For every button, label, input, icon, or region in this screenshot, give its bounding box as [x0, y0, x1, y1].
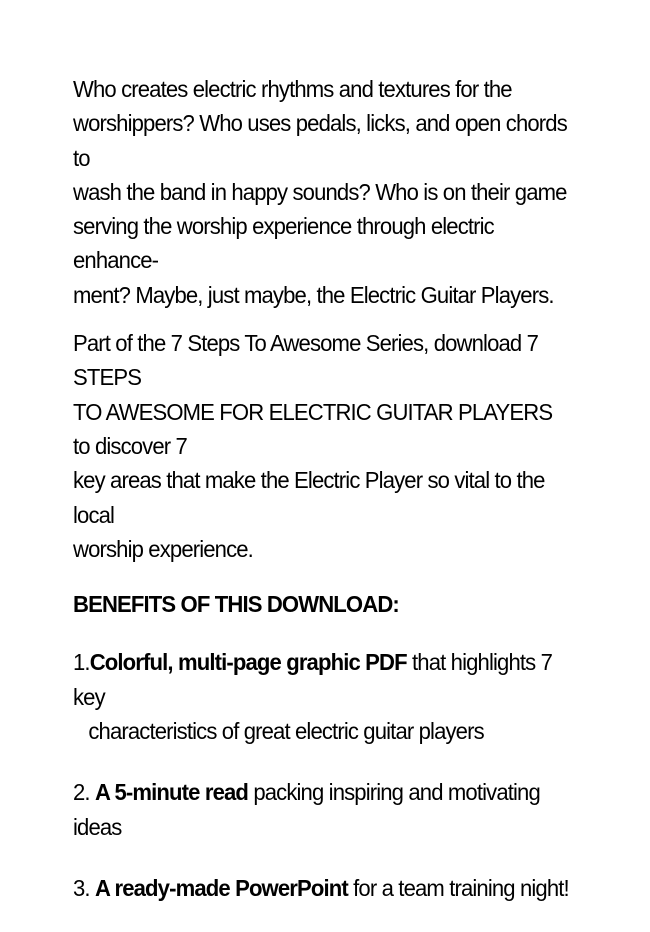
benefit-number: 1.	[73, 649, 90, 676]
intro-line: Who creates electric rhythms and textures for the	[73, 76, 512, 102]
series-line: worship experience.	[73, 535, 253, 562]
benefit-item-3	[73, 871, 572, 905]
intro-line: wash the band in happy sounds? Who is on their game	[73, 178, 567, 205]
benefit-continuation: characteristics of great electric guitar players	[88, 718, 484, 745]
benefit-text: for a team training night!	[347, 874, 569, 901]
series-line: Part of the 7 Steps To Awesome Series, download 7 STEPS	[73, 330, 538, 391]
benefit-item-2	[73, 775, 572, 844]
intro-line: ment? Maybe, just maybe, the Electric Guitar Players.	[73, 281, 554, 308]
benefit-highlight: A ready-made PowerPoint	[94, 874, 348, 901]
benefit-number: 2.	[73, 779, 95, 806]
benefit-text: packing inspiring and motivating ideas	[73, 779, 540, 840]
benefits-heading: BENEFITS OF THIS DOWNLOAD:	[73, 591, 399, 618]
benefit-number: 3.	[73, 874, 95, 901]
benefit-highlight: Colorful, multi-page graphic PDF	[89, 649, 407, 676]
benefit-item-1	[73, 645, 572, 748]
document-page	[73, 72, 593, 932]
intro-paragraph	[73, 72, 572, 312]
series-line: key areas that make the Electric Player so vital to the local	[73, 467, 545, 528]
intro-line: worshippers? Who uses pedals, licks, and open chords to	[73, 110, 567, 171]
series-paragraph	[73, 326, 572, 566]
intro-line: serving the worship experience through electric enhance-	[73, 213, 494, 274]
benefit-highlight: A 5-minute read	[94, 779, 249, 806]
series-line: TO AWESOME FOR ELECTRIC GUITAR PLAYERS to discover 7	[73, 398, 553, 459]
benefit-text: that highlights 7 key	[73, 649, 553, 710]
